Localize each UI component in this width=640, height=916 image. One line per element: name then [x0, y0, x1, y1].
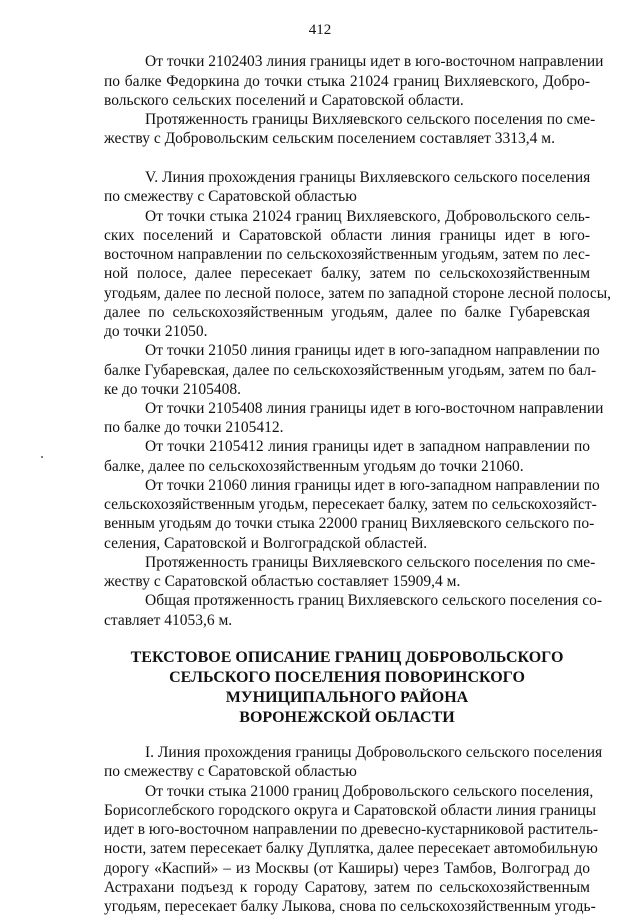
section-title-line: I. Линия прохождения границы Добровольского сельского поселения	[145, 744, 603, 761]
section-title-line: V. Линия прохождения границы Вихляевского сельского поселения	[145, 169, 591, 186]
paragraph-line: Астрахани подъезд к городу Саратову, затем по сельскохозяйственным	[104, 879, 590, 896]
paragraph-line: ной полосе, далее пересекает балку, затем по сельскохозяйственным	[104, 265, 590, 282]
heading-line: ТЕКСТОВОЕ ОПИСАНИЕ ГРАНИЦ ДОБРОВОЛЬСКОГО	[130, 649, 564, 666]
paragraph-line: От точки стыка 21000 границ Добровольского сельского поселения,	[145, 783, 594, 800]
paragraph-line: Протяженность границы Вихляевского сельского поселения по сме-	[145, 554, 596, 571]
scan-speck	[41, 456, 43, 458]
paragraph-line: ских поселений и Саратовской области линия границы идет в юго-	[104, 227, 590, 244]
paragraph-line: Протяженность границы Вихляевского сельского поселения по сме-	[145, 111, 596, 128]
section-title-line: по смежеству с Саратовской областью	[104, 188, 357, 205]
paragraph-line: вольского сельских поселений и Саратовской области.	[104, 92, 464, 109]
paragraph-line: Борисоглебского городского округа и Саратовской области линия границы	[104, 802, 596, 819]
paragraph-line: Общая протяженность границ Вихляевского сельского поселения со-	[145, 592, 603, 609]
paragraph-line: по балке до точки 2105412.	[104, 419, 284, 436]
paragraph-line: сельскохозяйственным угодьм, пересекает балку, затем по сельскохозяйст-	[104, 496, 597, 513]
paragraph-line: жеству с Саратовской областью составляет 15909,4 м.	[104, 573, 461, 590]
section-title-line: по смежеству с Саратовской областью	[104, 763, 357, 780]
paragraph-line: восточном направлении по сельскохозяйственным угодьям, затем по лес-	[104, 246, 590, 263]
heading-line: МУНИЦИПАЛЬНОГО РАЙОНА	[225, 689, 469, 706]
paragraph-line: балке, далее по сельскохозяйственным угодьям до точки 21060.	[104, 458, 524, 475]
paragraph-line: далее по сельскохозяйственным угодьям, далее по балке Губаревская	[104, 304, 590, 321]
paragraph-line: дорогу «Каспий» – из Москвы (от Каширы) через Тамбов, Волгоград до	[104, 860, 590, 877]
paragraph-line: по балке Федоркина до точки стыка 21024 границ Вихляевского, Добро-	[104, 73, 590, 90]
paragraph-line: ности, затем пересекает балку Дуплятка, далее пересекает автомобильную	[104, 840, 598, 857]
paragraph-line: От точки 2105412 линия границы идет в западном направлении по	[145, 438, 590, 455]
paragraph-line: угодьям, пересекает балку Лыкова, снова по сельскохозяйственным угодь-	[104, 898, 596, 915]
paragraph-line: селения, Саратовской и Волгоградской областей.	[104, 535, 428, 552]
heading-line: ВОРОНЕЖСКОЙ ОБЛАСТИ	[239, 709, 455, 726]
paragraph-line: до точки 21050.	[104, 323, 208, 340]
paragraph-line: венным угодьям до точки стыка 22000 границ Вихляевского сельского по-	[104, 515, 595, 532]
paragraph-line: ке до точки 2105408.	[104, 381, 241, 398]
paragraph-line: ставляет 41053,6 м.	[104, 612, 233, 629]
heading-line: СЕЛЬСКОГО ПОСЕЛЕНИЯ ПОВОРИНСКОГО	[169, 669, 525, 686]
paragraph-line: идет в юго-восточном направлении по древесно-кустарниковой раститель-	[104, 821, 599, 838]
paragraph-line: От точки 2102403 линия границы идет в юго-восточном направлении	[145, 53, 604, 70]
paragraph-line: От точки 21060 линия границы идет в юго-западном направлении по	[145, 477, 600, 494]
paragraph-line: От точки стыка 21024 границ Вихляевского, Добровольского сель-	[145, 208, 590, 225]
paragraph-line: жеству с Добровольским сельским поселением составляет 3313,4 м.	[104, 130, 555, 147]
paragraph-line: От точки 2105408 линия границы идет в юго-восточном направлении	[145, 400, 604, 417]
paragraph-line: балке Губаревская, далее по сельскохозяйственным угодьям, затем по бал-	[104, 362, 597, 379]
paragraph-line: угодьям, далее по лесной полосе, затем по западной стороне лесной полосы,	[104, 285, 612, 302]
paragraph-line: От точки 21050 линия границы идет в юго-западном направлении по	[145, 342, 600, 359]
page-number: 412	[308, 22, 332, 38]
